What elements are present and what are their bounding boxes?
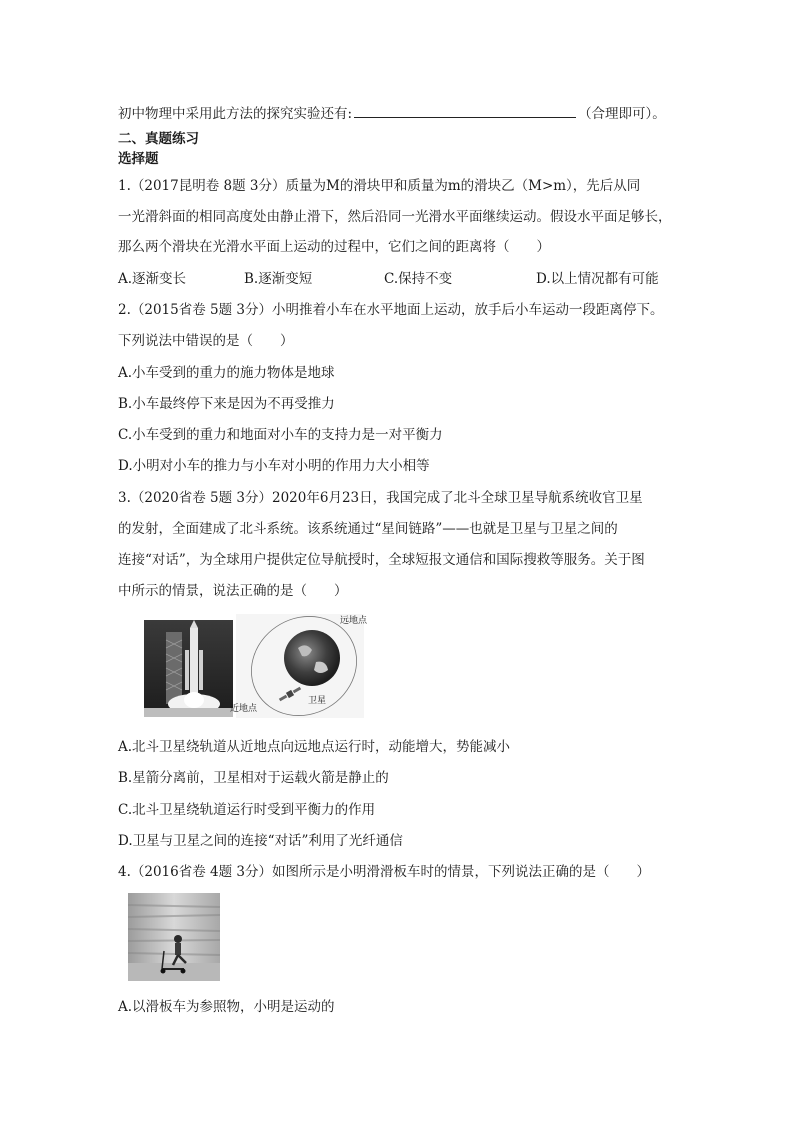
q1-option-b[interactable]: B.逐渐变短 xyxy=(244,271,313,287)
q2-option-c[interactable]: C.小车受到的重力和地面对小车的支持力是一对平衡力 xyxy=(118,427,443,443)
q1-option-a[interactable]: A.逐渐变长 xyxy=(118,271,187,287)
label-satellite: 卫星 xyxy=(308,696,327,706)
q1-line3: 那么两个滑块在光滑水平面上运动的过程中，它们之间的距离将（ ） xyxy=(118,239,550,255)
subsection-title: 选择题 xyxy=(118,151,159,167)
q1-option-d[interactable]: D.以上情况都有可能 xyxy=(536,271,659,287)
q3-line4: 中所示的情景，说法正确的是（ ） xyxy=(118,583,348,599)
q2-option-d[interactable]: D.小明对小车的推力与小车对小明的作用力大小相等 xyxy=(118,458,430,474)
q3-option-c[interactable]: C.北斗卫星绕轨道运行时受到平衡力的作用 xyxy=(118,802,376,818)
q3-line2: 的发射，全面建成了北斗系统。该系统通过“星间链路”——也就是卫星与卫星之间的 xyxy=(118,521,618,537)
q1-options xyxy=(118,270,718,288)
q4-option-a[interactable]: A.以滑板车为参照物，小明是运动的 xyxy=(118,999,335,1015)
q1-option-c[interactable]: C.保持不变 xyxy=(384,271,453,287)
q2-line1: 2.（2015省卷 5题 3分）小明推着小车在水平地面上运动，放手后小车运动一段距离停下。 xyxy=(118,302,664,318)
q3-option-a[interactable]: A.北斗卫星绕轨道从近地点向远地点运行时，动能增大，势能减小 xyxy=(118,739,511,755)
q2-option-a[interactable]: A.小车受到的重力的施力物体是地球 xyxy=(118,365,335,381)
section-title: 二、真题练习 xyxy=(118,131,199,147)
q3-line3: 连接“对话”，为全球用户提供定位导航授时，全球短报文通信和国际搜救等服务。关于图 xyxy=(118,552,645,568)
q1-line1: 1.（2017昆明卷 8题 3分）质量为M的滑块甲和质量为m的滑块乙（M>m），先后从同 xyxy=(118,178,641,194)
satellite-orbit-diagram xyxy=(236,614,364,718)
intro-suffix: （合理即可）。 xyxy=(578,106,666,122)
q3-option-d[interactable]: D.卫星与卫星之间的连接“对话”利用了光纤通信 xyxy=(118,833,403,849)
label-near-point: 近地点 xyxy=(230,704,258,714)
q3-line1: 3.（2020省卷 5题 3分）2020年6月23日，我国完成了北斗全球卫星导航系统收官卫星 xyxy=(118,490,643,506)
q2-line2: 下列说法中错误的是（ ） xyxy=(118,333,294,349)
q3-option-b[interactable]: B.星箭分离前，卫星相对于运载火箭是静止的 xyxy=(118,770,389,786)
rocket-launch-image xyxy=(144,620,233,717)
q2-option-b[interactable]: B.小车最终停下来是因为不再受推力 xyxy=(118,396,335,412)
q1-line2: 一光滑斜面的相同高度处由静止滑下，然后沿同一光滑水平面继续运动。假设水平面足够长， xyxy=(118,209,672,225)
scooter-photo xyxy=(128,893,220,981)
intro-line xyxy=(118,104,666,123)
q4-line1: 4.（2016省卷 4题 3分）如图所示是小明滑滑板车时的情景，下列说法正确的是（ ） xyxy=(118,864,650,880)
intro-text: 初中物理中采用此方法的探究实验还有: xyxy=(118,106,353,122)
answer-blank[interactable] xyxy=(354,104,576,118)
label-far-point: 远地点 xyxy=(340,616,368,626)
